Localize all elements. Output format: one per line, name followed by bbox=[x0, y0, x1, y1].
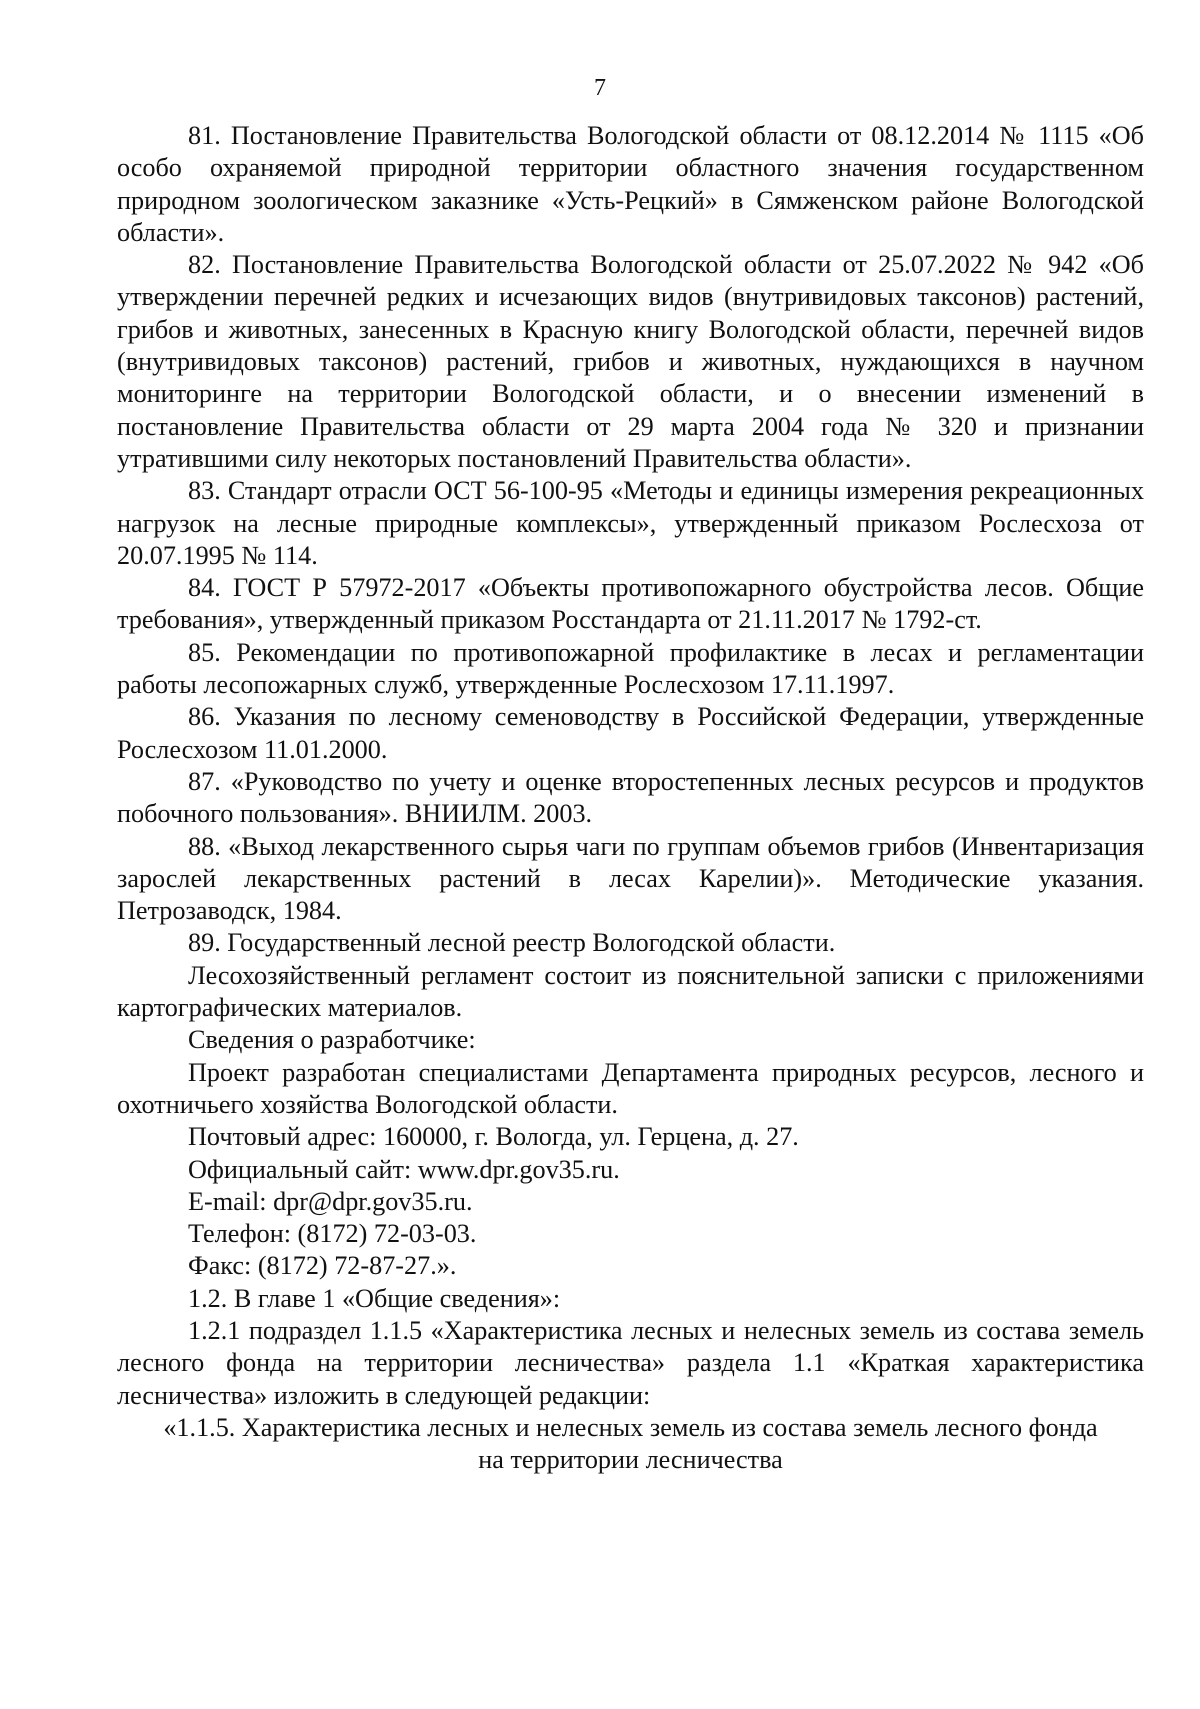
email-address: E-mail: dpr@dpr.gov35.ru. bbox=[188, 1186, 473, 1216]
section-heading-1-1-5 bbox=[117, 1412, 1144, 1477]
list-item-87: 87. «Руководство по учету и оценке второстепенных лесных ресурсов и продуктов побочного пользования». ВНИИЛМ. 2003. bbox=[117, 766, 1144, 829]
section-heading-line-2: на территории лесничества bbox=[478, 1445, 783, 1475]
list-item-81: 81. Постановление Правительства Вологодской области от 08.12.2014 № 1115 «Об особо охраняемой природной территории областного значения государственном природном зоологическом заказнике «Усть-Рецкий» в Сямженском районе Вологодской области». bbox=[117, 121, 1144, 247]
developer-info-heading: Сведения о разработчике: bbox=[188, 1025, 476, 1055]
page-number: 7 bbox=[594, 75, 606, 101]
official-website: Официальный сайт: www.dpr.gov35.ru. bbox=[188, 1154, 620, 1184]
section-heading-line-1: «1.1.5. Характеристика лесных и нелесных земель из состава земель лесного фонда bbox=[163, 1412, 1098, 1442]
list-item-83: 83. Стандарт отрасли ОСТ 56-100-95 «Методы и единицы измерения рекреационных нагрузок на лесные природные комплексы», утвержденный приказом Рослесхоза от 20.07.1995 № 114. bbox=[117, 476, 1144, 570]
list-item-89: 89. Государственный лесной реестр Вологодской области. bbox=[188, 928, 836, 958]
list-item-85: 85. Рекомендации по противопожарной профилактике в лесах и регламентации работы лесопожарных служб, утвержденные Рослесхозом 17.11.1997. bbox=[117, 637, 1144, 700]
amendment-subsection-1-2-1: 1.2.1 подраздел 1.1.5 «Характеристика лесных и нелесных земель из состава земель лесного фонда на территории лесничества» раздела 1.1 «Краткая характеристика лесничества» изложить в следующей редакции: bbox=[117, 1315, 1144, 1410]
list-item-84: 84. ГОСТ Р 57972-2017 «Объекты противопожарного обустройства лесов. Общие требования», утвержденный приказом Росстандарта от 21.11.2017 № 1792-ст. bbox=[117, 573, 1144, 635]
document-body bbox=[117, 120, 1144, 1476]
phone-number: Телефон: (8172) 72-03-03. bbox=[188, 1219, 477, 1249]
postal-address: Почтовый адрес: 160000, г. Вологда, ул. Герцена, д. 27. bbox=[188, 1122, 799, 1152]
amendment-section-1-2: 1.2. В главе 1 «Общие сведения»: bbox=[188, 1283, 561, 1313]
fax-number: Факс: (8172) 72-87-27.». bbox=[188, 1251, 457, 1281]
list-item-86: 86. Указания по лесному семеноводству в Российской Федерации, утвержденные Рослесхозом 11.01.2000. bbox=[117, 702, 1144, 764]
list-item-82: 82. Постановление Правительства Вологодской области от 25.07.2022 № 942 «Об утверждении перечней редких и исчезающих видов (внутривидовых таксонов) растений, грибов и животных, занесенных в Красную книгу Вологодской области, перечней видов (внутривидовых таксонов) растений, грибов и животных, нуждающихся в научном мониторинге на территории Вологодской области, и о внесении изменений в постановление Правительства области от 29 марта 2004 года № 320 и признании утратившими силу некоторых постановлений Правительства области». bbox=[117, 250, 1144, 473]
developer-description: Проект разработан специалистами Департамента природных ресурсов, лесного и охотничьего хозяйства Вологодской области. bbox=[117, 1057, 1144, 1119]
list-item-88: 88. «Выход лекарственного сырья чаги по группам объемов грибов (Инвентаризация зарослей лекарственных растений в лесах Карелии)». Методические указания. Петрозаводск, 1984. bbox=[117, 831, 1144, 926]
regulation-composition-paragraph: Лесохозяйственный регламент состоит из пояснительной записки с приложениями картографических материалов. bbox=[117, 960, 1144, 1023]
